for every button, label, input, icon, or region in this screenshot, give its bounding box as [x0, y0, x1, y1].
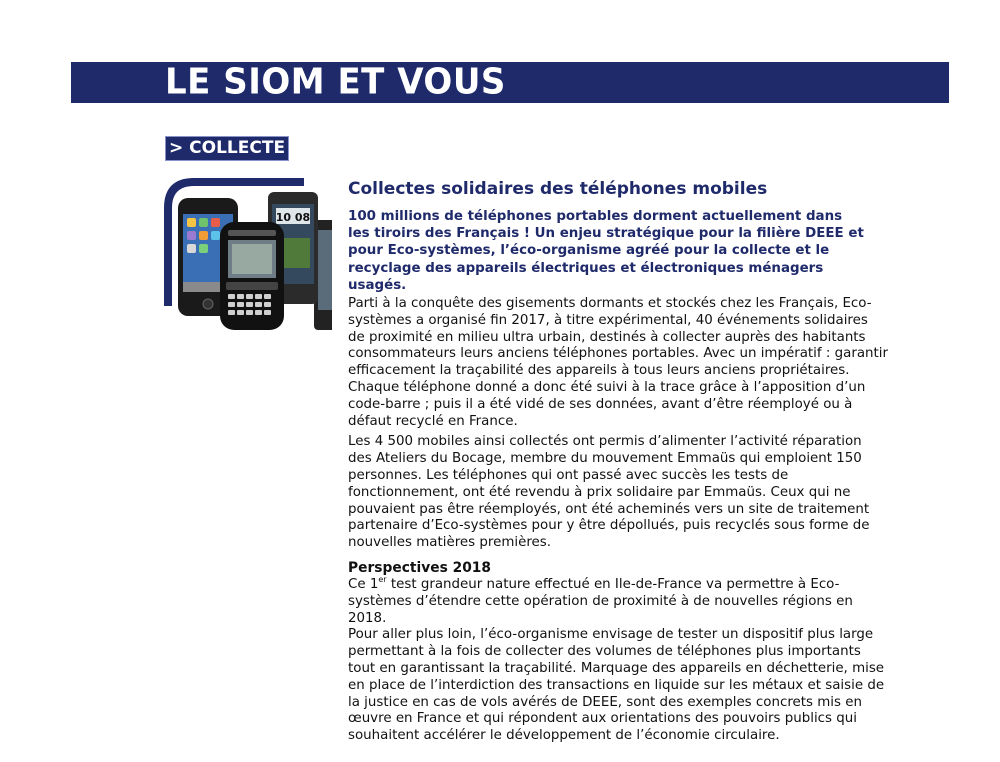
paragraph: Parti à la conquête des gisements dormants et stockés chez les Français, Eco-systèmes a organisé fin 2017, à titre expérimental, 40 événements solidaires de proximité en milieu ultra urbain, destinés à collecter auprès des habitants consommateurs leurs anciens téléphones portables. Avec un impératif : garantir efficacement la traçabilité des appareils à tous leurs anciens propriétaires. Chaque téléphone donné a donc été suivi à la trace grâce à l’apposition d’un code-barre ; puis il a été vidé de ses données, avant d’être réemployé ou à défaut recyclé en France. — [348, 296, 889, 429]
paragraph-rest: test grandeur nature effectué en Ile-de-France va permettre à Eco-systèmes d’étendre cette opération de proximité à de nouvelles régions en 2018. — [348, 576, 853, 626]
screen-clock: 10 08 — [275, 211, 311, 224]
article-title: Collectes solidaires des téléphones mobiles — [348, 179, 768, 199]
paragraph: Les 4 500 mobiles ainsi collectés ont permis d’alimenter l’activité réparation des Ateliers du Bocage, membre du mouvement Emmaüs qui emploient 150 personnes. Les téléphones qui ont passé avec succès les tests de fonctionnement, ont été revendu à prix solidaire par Emmaüs. Ceux qui ne pouvaient pas être réemployés, ont été acheminés vers un site de traitement partenaire d’Eco-systèmes pour y être dépollués, puis recyclés sous forme de nouvelles matières premières. — [348, 434, 870, 551]
paragraph — [348, 574, 888, 627]
mobile-phones-icon — [164, 178, 332, 333]
page-title: LE SIOM ET VOUS — [165, 60, 506, 103]
header-banner — [71, 62, 949, 103]
paragraph-start: Ce 1 — [348, 576, 379, 592]
subheading: Perspectives 2018 — [348, 559, 491, 576]
section-tag: > COLLECTE — [166, 137, 288, 160]
article-body — [348, 296, 888, 749]
phones-photo — [164, 178, 332, 333]
ordinal-superscript: er — [378, 574, 387, 584]
article-lead: 100 millions de téléphones portables dorment actuellement dans les tiroirs des Français ! Un enjeu stratégique pour la filière DEEE et pour Eco-systèmes, l’éco-organisme agréé pour la collecte et le recyclage des appareils électriques et électroniques ménagers usagés. — [348, 209, 864, 293]
paragraph: Pour aller plus loin, l’éco-organisme envisage de tester un dispositif plus large permettant à la fois de collecter des volumes de téléphones plus importants tout en garantissant la traçabilité. Marquage des appareils en déchetterie, mise en place de l’interdiction des transactions en liquide sur les métaux et saisie de la justice en cas de vols avérés de DEEE, sont des exemples concrets mis en œuvre en France et qui répondent aux orientations des pouvoirs publics qui souhaitent accélérer le développement de l’économie circulaire. — [348, 627, 885, 744]
